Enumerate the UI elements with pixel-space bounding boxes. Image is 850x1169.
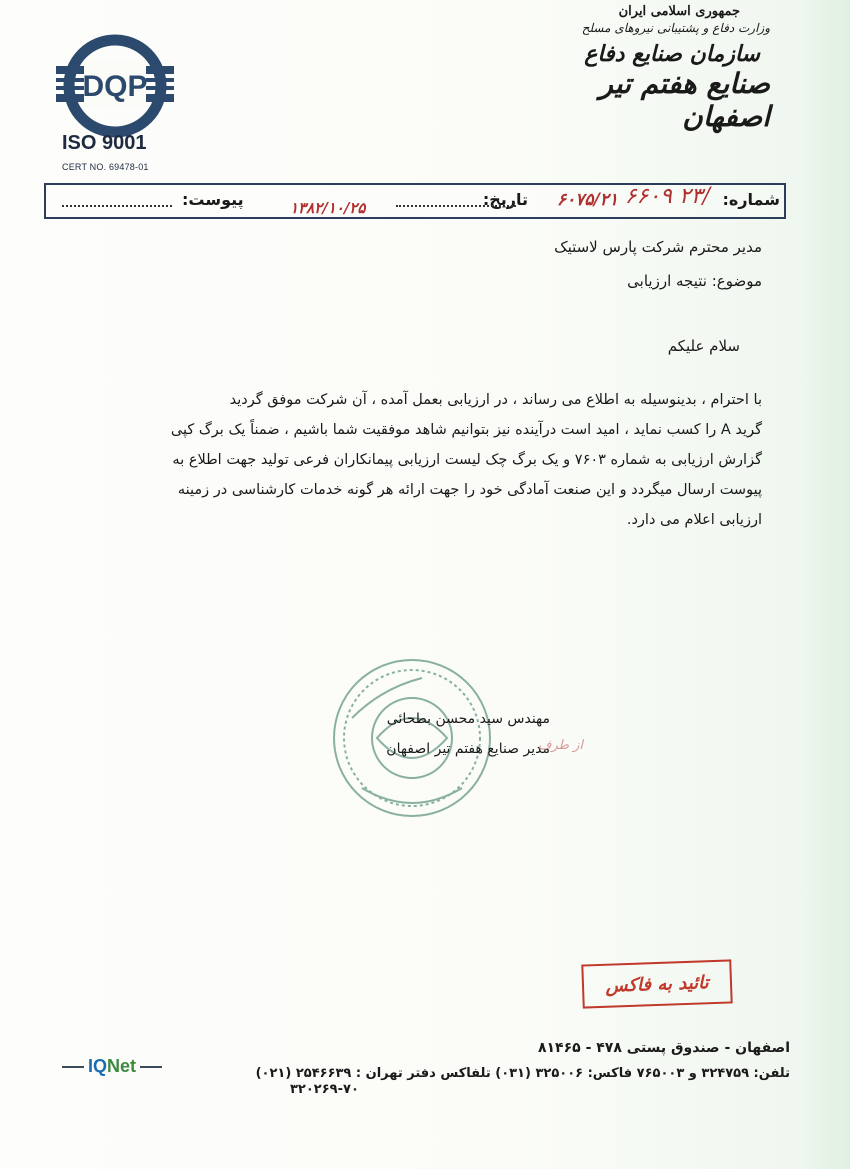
paragraph-line: گزارش ارزیابی به شماره ۷۶۰۳ و یک برگ چک لیست ارزیابی پیمانکاران فرعی تولید جهت اطلاع به	[172, 452, 762, 468]
signatory-title: مدیر صنایع هفتم تیر اصفهان	[386, 741, 550, 757]
attachment-label: پیوست:	[182, 190, 244, 209]
letterhead	[520, 4, 780, 133]
header-line-1: جمهوری اسلامی ایران	[618, 4, 740, 19]
date-label: تاریخ:	[482, 190, 528, 209]
iqnet-io: IQ	[88, 1056, 108, 1076]
footer-address: اصفهان - صندوق پستی ۴۷۸ - ۸۱۴۶۵	[537, 1040, 790, 1056]
number-value: ۶۶۰۹ ۲۳/	[624, 184, 710, 209]
signature-block	[386, 704, 550, 764]
header-line-3: سازمان صنایع دفاع	[584, 41, 760, 67]
page-tint	[800, 0, 850, 1169]
logo-text: DQP	[82, 70, 148, 103]
divider	[140, 1066, 162, 1068]
greeting: سلام علیکم	[667, 337, 740, 355]
number-label: شماره:	[722, 190, 780, 209]
iso-cert-number: CERT NO. 69478-01	[62, 162, 149, 172]
signatory-name: مهندس سید محسن بطحائی	[386, 711, 550, 727]
date-value: ۱۳۸۲/۱۰/۲۵	[290, 199, 366, 217]
paragraph-line: پیوست ارسال میگردد و این صنعت آمادگی خود را جهت ارائه هر گونه خدمات کارشناسی در زمینه	[177, 482, 762, 498]
paragraph-line: با احترام ، بدینوسیله به اطلاع می رساند ، در ارزیابی بعمل آمده ، آن شرکت موفق گردید	[229, 392, 762, 408]
subject: موضوع: نتیجه ارزیابی	[627, 272, 762, 290]
addressee: مدیر محترم شرکت پارس لاستیک	[554, 238, 762, 256]
footer-phones-2: ۳۲۰۲۶۹-۷۰	[290, 1082, 359, 1097]
number-value-2: ۶۰۷۵/۲۱	[557, 190, 618, 210]
dqp-logo-icon	[54, 30, 176, 142]
iso-title: ISO 9001	[62, 132, 147, 154]
paragraph-line: ارزیابی اعلام می دارد.	[626, 512, 762, 528]
date-dots	[396, 195, 516, 207]
header-line-2: وزارت دفاع و پشتیبانی نیروهای مسلح	[581, 21, 770, 35]
paragraph-line: گرید A را کسب نماید ، امید است درآینده نیز بتوانیم شاهد موفقیت شما باشیم ، ضمناً یک برگ کپی	[170, 422, 762, 438]
header-line-4: صنایع هفتم تیر اصفهان	[599, 67, 770, 133]
attachment-dots	[62, 195, 172, 207]
footer-phones: تلفن: ۳۲۴۷۵۹ و ۷۶۵۰۰۳ فاکس: ۳۲۵۰۰۶ (۰۳۱) تلفاکس دفتر تهران : ۲۵۴۶۶۳۹ (۰۲۱)	[255, 1066, 790, 1081]
faint-note: از طرف	[538, 738, 584, 753]
divider	[62, 1066, 84, 1068]
iqnet-net: Net	[107, 1056, 137, 1076]
fax-confirmation-stamp: تائید به فاکس	[581, 959, 732, 1008]
body-paragraph	[132, 385, 762, 535]
iqnet-logo	[58, 1056, 166, 1077]
